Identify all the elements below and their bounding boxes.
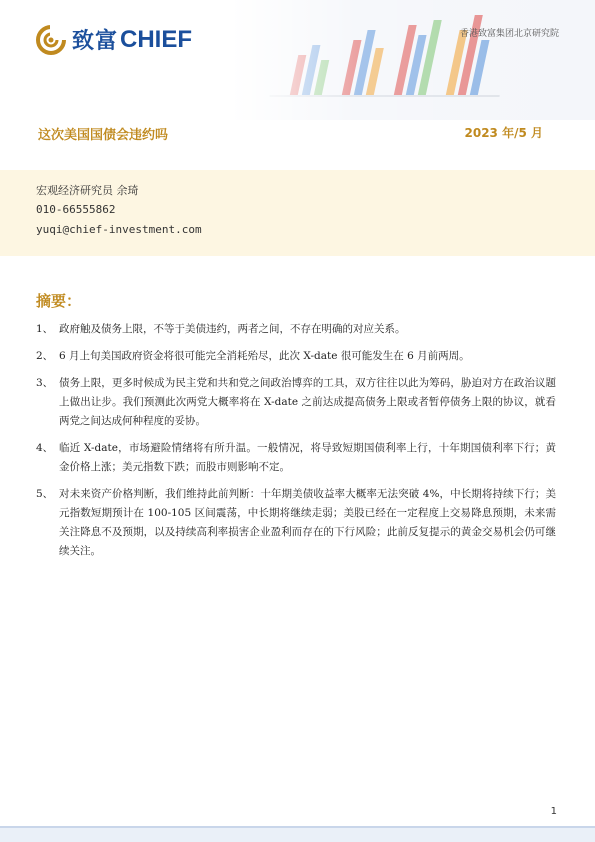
header-decorative-chart-image (230, 0, 595, 120)
page-number: 1 (550, 806, 557, 817)
brand-logo (36, 24, 192, 55)
summary-item-text: 临近 X-date，市场避险情绪将有所升温。一般情况，将导致短期国债利率上行，十年期国债利率下行；黄金价格上涨；美元指数下跌；而股市则影响不定。 (59, 442, 556, 473)
summary-item (36, 320, 556, 339)
summary-item-number: 5、 (36, 488, 54, 500)
footer-bar (0, 826, 595, 842)
institute-name: 香港致富集团北京研究院 (459, 29, 559, 39)
author-role: 宏观经济研究员 余琦 (36, 184, 139, 197)
summary-item-number: 4、 (36, 442, 54, 454)
summary-item-text: 6 月上旬美国政府资金将很可能完全消耗殆尽，此次 X-date 很可能发生在 6 月前两周。 (59, 350, 470, 362)
author-phone: 010-66555862 (36, 203, 116, 216)
summary-item-number: 3、 (36, 377, 54, 389)
summary-item-number: 2、 (36, 350, 54, 362)
logo-en-text: CHIEF (120, 25, 193, 53)
summary-list (36, 320, 556, 569)
summary-item-text: 债务上限，更多时候成为民主党和共和党之间政治博弈的工具，双方往往以此为筹码，胁迫对方在政治议题上做出让步。我们预测此次两党大概率将在 X-date 之前达成提高债务上限或者暂停债务上限的协议，就看两党之间达成何种程度的妥协。 (59, 377, 556, 427)
chief-logo-icon (36, 25, 66, 55)
summary-item (36, 485, 556, 561)
author-info-box (0, 170, 595, 256)
author-email: yuqi@chief-investment.com (36, 223, 202, 236)
summary-heading: 摘要： (36, 292, 82, 310)
summary-item-text: 对未来资产价格判断，我们维持此前判断：十年期美债收益率大概率无法突破 4%，中长期将持续下行；美元指数短期预计在 100-105 区间震荡，中长期将继续走弱；美股已经在一定程度上交易降息预期，未来需关注降息不及预期，以及持续高利率损害企业盈利而存在的下行风险；此前反复提示的黄金交易机会仍可继续关注。 (59, 488, 556, 557)
document-date: 2023 年/5 月 (464, 126, 543, 140)
footer-divider (0, 826, 595, 828)
summary-item (36, 374, 556, 431)
summary-item-text: 政府触及债务上限，不等于美债违约，两者之间，不存在明确的对应关系。 (59, 323, 406, 335)
document-title: 这次美国国债会违约吗 (38, 128, 169, 143)
summary-item (36, 439, 556, 477)
summary-item-number: 1、 (36, 323, 54, 335)
logo-cn-text: 致富 (72, 29, 119, 54)
summary-item (36, 347, 556, 366)
